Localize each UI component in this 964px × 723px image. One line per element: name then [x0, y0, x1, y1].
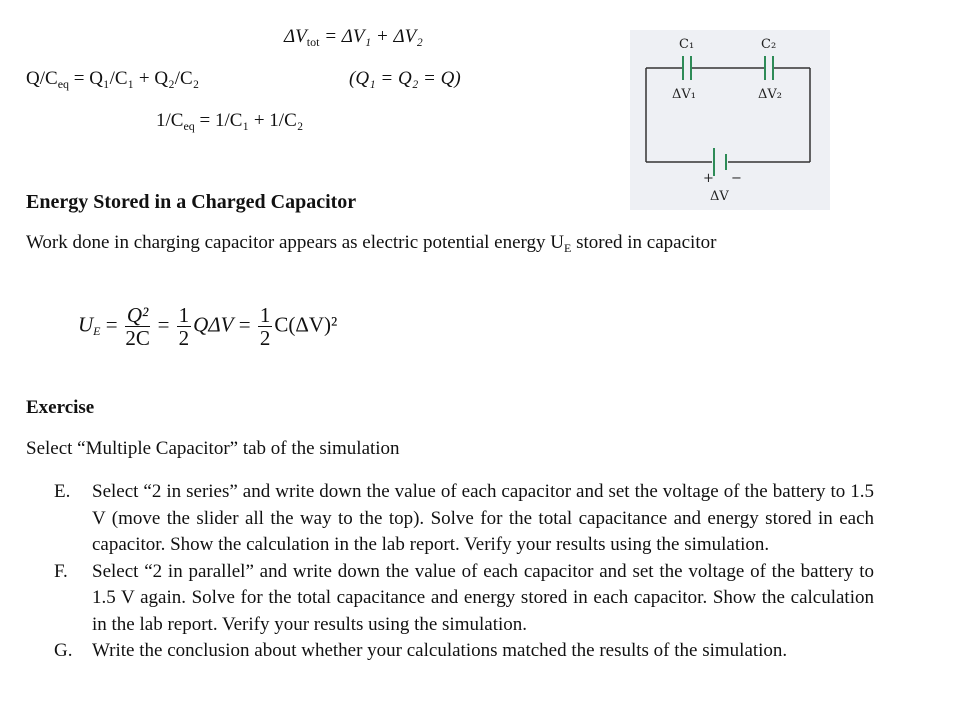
- exercise-heading: Exercise: [26, 397, 95, 418]
- q-equal-equation: (Q₁ = Q₂ = Q): [349, 68, 461, 89]
- exercise-instruction: Select “Multiple Capacitor” tab of the simulation: [26, 438, 400, 459]
- dv-label: ΔV: [710, 189, 729, 204]
- ceq-equation: [156, 110, 303, 132]
- exercise-list: [54, 479, 874, 665]
- list-text: Select “2 in parallel” and write down the value of each capacitor and set the voltage of the battery to 1.5 V again. Solve for the total capacitance and energy stored in each capacitor. Show the calculation in the lab report. Verify your results using the simulation.: [92, 560, 874, 635]
- ceq-sub: eq: [183, 119, 195, 133]
- ceq-rhs: = 1/C₁ + 1/C₂: [194, 110, 304, 131]
- formula-frac3: [258, 304, 273, 349]
- frac1-num: Q²: [126, 303, 149, 327]
- c1-label: C₁: [679, 37, 695, 52]
- series-circuit-diagram: [630, 30, 830, 210]
- q-relation-sub: eq: [57, 77, 70, 91]
- frac3-den: 2: [259, 326, 271, 350]
- vtot-rhs: = ΔV₁ + ΔV₂: [324, 26, 423, 47]
- frac1-den: 2C: [125, 326, 150, 350]
- intro-sub: E: [564, 241, 572, 255]
- q-relation-equation: [26, 68, 199, 90]
- vtot-sub: tot: [306, 35, 320, 49]
- list-marker: G.: [54, 640, 73, 661]
- circuit-background: [630, 30, 830, 210]
- dv1-label: ΔV₁: [672, 87, 696, 102]
- frac3-num: 1: [259, 303, 271, 327]
- list-marker: F.: [54, 560, 68, 582]
- intro-text: Work done in charging capacitor appears as electric potential energy U: [26, 232, 564, 253]
- energy-heading: Energy Stored in a Charged Capacitor: [26, 191, 357, 213]
- list-marker: E.: [54, 481, 71, 502]
- q-relation-lhs: Q/C: [26, 68, 58, 89]
- formula-eq1: =: [105, 312, 118, 337]
- q-relation-rhs: = Q₁/C₁ + Q₂/C₂: [69, 68, 200, 89]
- energy-intro: [26, 232, 716, 254]
- formula-u: U: [78, 312, 94, 337]
- frac2-num: 1: [178, 303, 190, 327]
- energy-formula: [78, 304, 337, 349]
- list-item: [54, 479, 874, 559]
- formula-frac2: [177, 304, 192, 349]
- formula-u-sub: E: [93, 324, 101, 339]
- vtot-equation: [284, 26, 423, 48]
- battery-plus-label: +: [703, 171, 714, 186]
- ceq-lhs: 1/C: [156, 110, 184, 131]
- formula-term3: C(ΔV)²: [274, 312, 338, 337]
- formula-eq2: =: [157, 312, 170, 337]
- formula-term2: QΔV: [193, 312, 234, 337]
- vtot-lhs: ΔV: [284, 26, 307, 47]
- list-text: Select “2 in series” and write down the value of each capacitor and set the voltage of the battery to 1.5 V (move the slider all the way to the top). Solve for the total capacitance and energy stored in each capacitor. Show the calculation in the lab report. Verify your results using the simulation.: [92, 481, 874, 555]
- list-item: [54, 638, 874, 665]
- battery-minus-label: −: [731, 171, 742, 186]
- c2-label: C₂: [761, 37, 777, 52]
- list-item: [54, 559, 874, 639]
- list-text: Write the conclusion about whether your calculations matched the results of the simulation.: [92, 640, 788, 661]
- frac2-den: 2: [178, 326, 190, 350]
- dv2-label: ΔV₂: [758, 87, 782, 102]
- formula-frac1: [125, 304, 150, 349]
- formula-eq3: =: [238, 312, 251, 337]
- intro-rest: stored in capacitor: [571, 232, 717, 253]
